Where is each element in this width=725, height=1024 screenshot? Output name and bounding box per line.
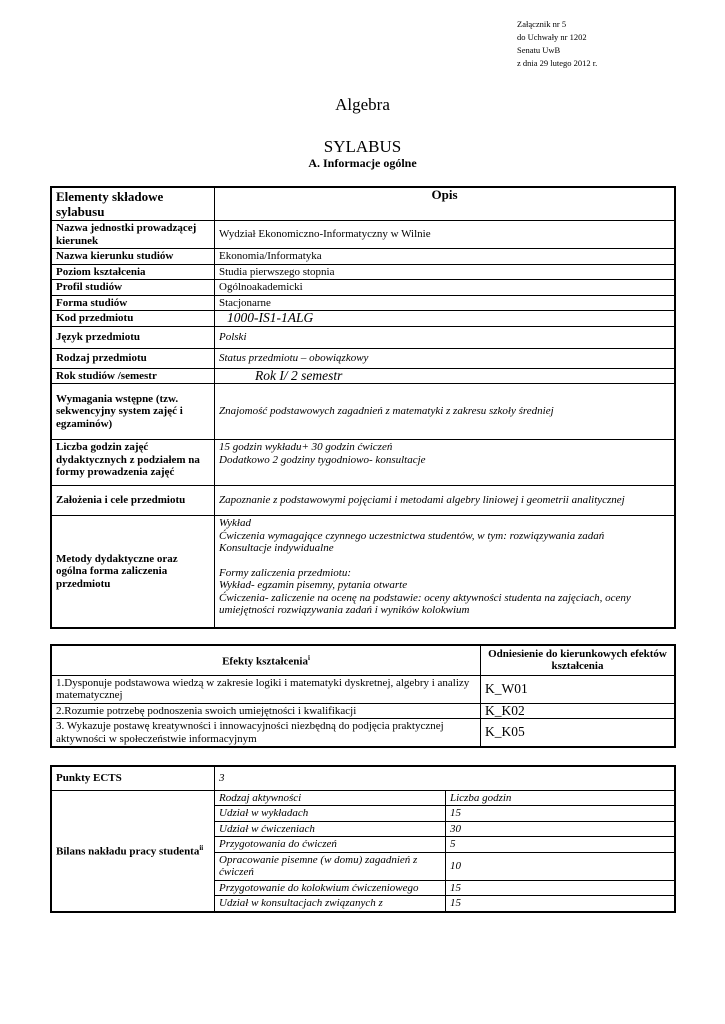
course-title: Algebra [335,95,390,114]
row-label: Rok studiów /semestr [51,368,215,384]
row-value: Ogólnoakademicki [215,280,676,296]
row-label: Nazwa jednostki prowadzącej kierunek [51,221,215,249]
workload-label [51,790,215,912]
table-row [51,326,675,348]
value-line: Ćwiczenia- zaliczenie na ocenę na podstawie: oceny aktywności studenta na zajęciach, oceny umiejętności rozwiązywania zadań i wyników kolokwium [219,591,631,616]
hours-cell: 15 [446,806,676,822]
value-line: Wykład- egzamin pisemny, pytania otwarte [219,579,408,591]
activity-cell: Opracowanie pisemne (w domu) zagadnień z ćwiczeń [215,852,446,880]
row-value: Rok I/ 2 semestr [215,368,676,384]
hours-cell: 5 [446,837,676,853]
table-row [51,384,675,440]
activity-cell: Udział w ćwiczeniach [215,821,446,837]
value-line: 15 godzin wykładu+ 30 godzin ćwiczeń [219,441,393,453]
value-line [219,555,670,567]
table-row [51,440,675,486]
row-value: Status przedmiotu – obowiązkowy [215,348,676,368]
workload-label-text: Bilans nakładu pracy studenta [56,846,200,859]
outcome-code: K_K05 [481,719,676,748]
table-row [51,703,675,719]
hours-cell: 15 [446,880,676,896]
row-label: Metody dydaktyczne oraz ogólna forma zaliczenia przedmiotu [51,516,215,628]
row-value: Ekonomia/Informatyka [215,249,676,265]
attachment-note-line: Załącznik nr 5 [517,19,567,29]
outcome-text: 1.Dysponuje podstawowa wiedzą w zakresie logiki i matematyki dyskretnej, algebry i analizy matematycznej [51,675,481,703]
row-value: Wydział Ekonomiczno-Informatyczny w Wilnie [215,221,676,249]
value-line: Formy zaliczenia przedmiotu: [219,566,351,579]
row-value: Znajomość podstawowych zagadnień z matematyki z zakresu szkoły średniej [215,384,676,440]
row-label: Liczba godzin zajęć dydaktycznych z podziałem na formy prowadzenia zajęć [51,440,215,486]
table-header-row [51,187,675,221]
ects-label: Punkty ECTS [51,766,215,790]
row-label: Kod przedmiotu [51,311,215,327]
row-value [215,516,676,628]
syllabus-title: SYLABUS [323,137,402,156]
footnote-mark: ii [199,844,204,853]
table-row [51,790,675,806]
row-value: Stacjonarne [215,295,676,311]
row-value: Polski [215,326,676,348]
table-row [51,280,675,296]
table-row [51,486,675,516]
ects-table [50,765,676,913]
value-line: Ćwiczenia wymagające czynnego uczestnictwa studentów, w tym: rozwiązywania zadań [219,529,605,542]
reference-header: Odniesienie do kierunkowych efektów kształcenia [481,645,676,675]
general-info-table [50,186,676,629]
activity-cell: Przygotowania do ćwiczeń [215,837,446,853]
table-row [51,516,675,628]
row-label: Profil studiów [51,280,215,296]
table-row [51,368,675,384]
table-row [51,295,675,311]
outcome-text: 2.Rozumie potrzebę podnoszenia swoich umiejętności i kwalifikacji [51,703,481,719]
table-row [51,264,675,280]
activity-cell: Przygotowanie do kolokwium ćwiczeniowego [215,880,446,896]
components-header: Elementy składowe sylabusu [51,187,215,221]
row-label: Założenia i cele przedmiotu [51,486,215,516]
learning-outcomes-table [50,644,676,748]
table-row [51,766,675,790]
value-line: Wykład [219,517,251,529]
attachment-note-line: do Uchwały nr 1202 [517,32,587,42]
row-label: Forma studiów [51,295,215,311]
row-label: Język przedmiotu [51,326,215,348]
table-row [51,311,675,327]
activity-cell: Udział w wykładach [215,806,446,822]
outcome-text: 3. Wykazuje postawę kreatywności i innowacyjności niezbędną do podjęcia praktycznej aktywności w społeczeństwie informacyjnym [51,719,481,748]
row-value: Zapoznanie z podstawowymi pojęciami i metodami algebry liniowej i geometrii analitycznej [215,486,676,516]
row-label: Poziom kształcenia [51,264,215,280]
attachment-note-line: z dnia 29 lutego 2012 r. [517,58,598,68]
table-row [51,249,675,265]
row-label: Nazwa kierunku studiów [51,249,215,265]
value-line: Dodatkowo 2 godziny tygodniowo- konsultacje [219,453,426,466]
section-heading: A. Informacje ogólne [308,156,417,170]
hours-cell: 10 [446,852,676,880]
outcomes-header [51,645,481,675]
hours-cell: 15 [446,896,676,912]
course-code: 1000-IS1-1ALG [215,311,676,327]
row-value [215,440,676,486]
hours-header: Liczba godzin [446,790,676,806]
table-row [51,221,675,249]
row-label: Rodzaj przedmiotu [51,348,215,368]
outcomes-header-label: Efekty kształcenia [222,655,308,668]
row-label: Wymagania wstępne (tzw. sekwencyjny system zajęć i egzaminów) [51,384,215,440]
table-row [51,348,675,368]
outcome-code: K_W01 [481,675,676,703]
description-header: Opis [215,187,676,221]
table-row [51,675,675,703]
activity-header: Rodzaj aktywności [215,790,446,806]
ects-value: 3 [215,766,676,790]
footnote-mark: i [307,654,310,663]
activity-cell: Udział w konsultacjach związanych z [215,896,446,912]
hours-cell: 30 [446,821,676,837]
row-value: Studia pierwszego stopnia [215,264,676,280]
attachment-note [517,18,597,70]
attachment-note-line: Senatu UwB [517,45,561,55]
outcome-code: K_K02 [481,703,676,719]
table-row [51,719,675,748]
value-line: Konsultacje indywidualne [219,542,334,554]
table-header-row [51,645,675,675]
